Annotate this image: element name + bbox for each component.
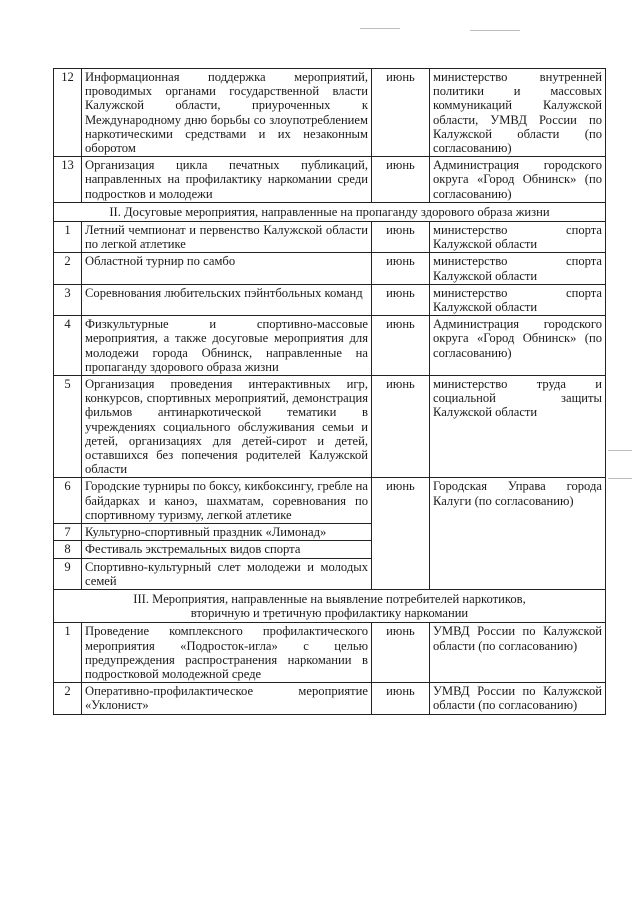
section-title bbox=[54, 589, 606, 622]
date-cell: июнь bbox=[372, 376, 430, 478]
event-cell: Спортивно-культурный слет молодежи и молодых семей bbox=[82, 558, 372, 589]
scan-artifact bbox=[360, 28, 400, 29]
event-cell: Городские турниры по боксу, кикбоксингу, гребле на байдарках и каноэ, шахматам, соревнования по спортивному туризму, легкой атлетике bbox=[82, 478, 372, 524]
row-number: 5 bbox=[54, 376, 82, 478]
section-title: II. Досуговые мероприятия, направленные на пропаганду здорового образа жизни bbox=[54, 202, 606, 221]
executor-cell: министерство спорта Калужской области bbox=[430, 222, 606, 253]
event-cell: Фестиваль экстремальных видов спорта bbox=[82, 541, 372, 558]
row-number: 6 bbox=[54, 478, 82, 524]
section-header-row bbox=[54, 202, 606, 221]
date-cell: июнь bbox=[372, 623, 430, 683]
row-number: 4 bbox=[54, 316, 82, 376]
date-cell: июнь bbox=[372, 683, 430, 714]
section-title-line: вторичную и третичную профилактику наркомании bbox=[190, 606, 469, 621]
event-cell: Летний чемпионат и первенство Калужской области по легкой атлетике bbox=[82, 222, 372, 253]
event-cell: Оперативно-профилактическое мероприятие «Уклонист» bbox=[82, 683, 372, 714]
row-number: 9 bbox=[54, 558, 82, 589]
row-number: 1 bbox=[54, 222, 82, 253]
table-row bbox=[54, 222, 606, 253]
date-cell: июнь bbox=[372, 316, 430, 376]
table-row bbox=[54, 316, 606, 376]
scan-artifact bbox=[608, 478, 632, 479]
date-cell: июнь bbox=[372, 69, 430, 157]
row-number: 12 bbox=[54, 69, 82, 157]
event-cell: Организация проведения интерактивных игр, конкурсов, спортивных мероприятий, демонстрация фильмов антинаркотической тематики в учреждениях социального обслуживания семьи и детей, организациях для детей-сирот и детей, оставшихся без попечения родителей Калужской области bbox=[82, 376, 372, 478]
table-row bbox=[54, 623, 606, 683]
executor-cell: УМВД России по Калужской области (по согласованию) bbox=[430, 683, 606, 714]
row-number: 1 bbox=[54, 623, 82, 683]
event-cell: Физкультурные и спортивно-массовые мероприятия, а также досуговые мероприятия для молодежи города Обнинск, направленные на пропаганду здорового образа жизни bbox=[82, 316, 372, 376]
table-row bbox=[54, 69, 606, 157]
row-number: 2 bbox=[54, 683, 82, 714]
events-table bbox=[53, 68, 606, 715]
row-number: 7 bbox=[54, 524, 82, 541]
executor-cell: УМВД России по Калужской области (по согласованию) bbox=[430, 623, 606, 683]
executor-cell: министерство внутренней политики и массовых коммуникаций Калужской области, УМВД России по Калужской области (по согласованию) bbox=[430, 69, 606, 157]
event-cell: Информационная поддержка мероприятий, проводимых органами государственной власти Калужской области, приуроченных к Международному дню борьбы со злоупотреблением наркотическими средствами и их незаконным оборотом bbox=[82, 69, 372, 157]
executor-cell: министерство спорта Калужской области bbox=[430, 253, 606, 284]
section-header-row bbox=[54, 589, 606, 622]
scan-artifact bbox=[470, 30, 520, 31]
scan-artifact bbox=[608, 450, 632, 451]
date-cell: июнь bbox=[372, 157, 430, 203]
row-number: 3 bbox=[54, 284, 82, 315]
date-cell: июнь bbox=[372, 284, 430, 315]
event-cell: Проведение комплексного профилактического мероприятия «Подросток-игла» с целью предупреждения распространения наркомании в подростковой молодежной среде bbox=[82, 623, 372, 683]
section-title-line: III. Мероприятия, направленные на выявление потребителей наркотиков, bbox=[133, 591, 526, 606]
executor-cell: Администрация городского округа «Город Обнинск» (по согласованию) bbox=[430, 316, 606, 376]
event-cell: Областной турнир по самбо bbox=[82, 253, 372, 284]
event-cell: Организация цикла печатных публикаций, направленных на профилактику наркомании среди подростков и молодежи bbox=[82, 157, 372, 203]
date-cell: июнь bbox=[372, 222, 430, 253]
row-number: 8 bbox=[54, 541, 82, 558]
table-row bbox=[54, 683, 606, 714]
executor-cell: Администрация городского округа «Город Обнинск» (по согласованию) bbox=[430, 157, 606, 203]
table-row bbox=[54, 157, 606, 203]
executor-cell: министерство спорта Калужской области bbox=[430, 284, 606, 315]
table-row bbox=[54, 376, 606, 478]
executor-cell: Городская Управа города Калуги (по согласованию) bbox=[430, 478, 606, 589]
row-number: 2 bbox=[54, 253, 82, 284]
date-cell: июнь bbox=[372, 478, 430, 589]
table-row bbox=[54, 253, 606, 284]
table-row bbox=[54, 284, 606, 315]
event-cell: Культурно-спортивный праздник «Лимонад» bbox=[82, 524, 372, 541]
table-row bbox=[54, 478, 606, 524]
executor-cell: министерство труда и социальной защиты Калужской области bbox=[430, 376, 606, 478]
event-cell: Соревнования любительских пэйнтбольных команд bbox=[82, 284, 372, 315]
row-number: 13 bbox=[54, 157, 82, 203]
date-cell: июнь bbox=[372, 253, 430, 284]
